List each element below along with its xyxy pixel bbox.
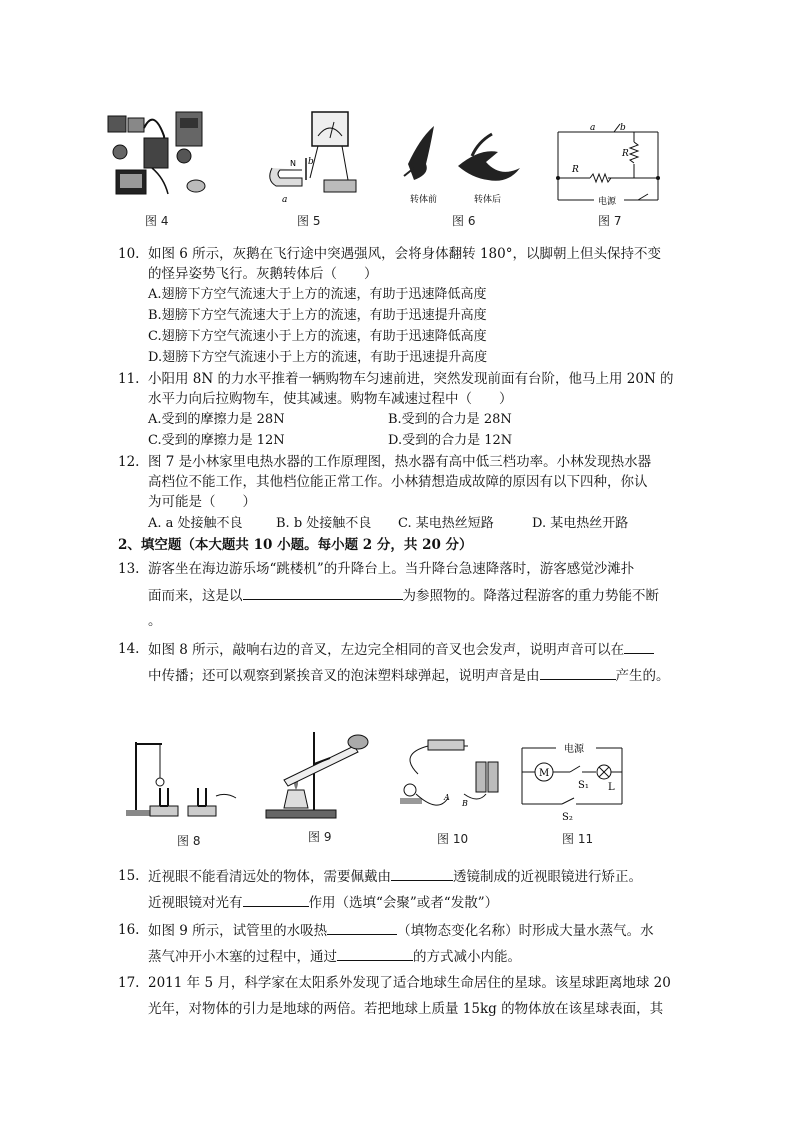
q14-stem-line1 (148, 639, 654, 660)
figure-11-caption: 图 11 (562, 832, 594, 846)
q14-blank-1[interactable] (624, 639, 654, 654)
q11-option-b: B.受到的合力是 28N (388, 412, 512, 427)
q11-option-c: C.受到的摩擦力是 12N (148, 433, 285, 448)
figure-5-galvanometer-setup (262, 108, 362, 208)
figure-11-motor-label: M (539, 768, 550, 779)
figure-6-caption: 图 6 (452, 214, 476, 228)
q11-option-a: A.受到的摩擦力是 28N (148, 412, 285, 427)
figure-6-label-before: 转体前 (410, 195, 438, 205)
q15-number: 15. (118, 868, 140, 884)
q13-stem-line2 (148, 585, 659, 606)
q15-stem-line1 (148, 866, 642, 887)
figure-7-heater-circuit (554, 120, 664, 212)
q13-text-b: 为参照物的。降落过程游客的重力势能不断 (402, 588, 659, 604)
q14-text-a: 如图 8 所示，敲响右边的音叉，左边完全相同的音叉也会发声，说明声音可以在 (148, 642, 625, 658)
q11-option-d: D.受到的合力是 12N (388, 433, 513, 448)
q13-stem-line3: 。 (148, 613, 162, 629)
q11-stem-line2: 水平力向后拉购物车，使其减速。购物车减速过程中（ ） (148, 391, 513, 407)
q12-option-a: A. a 处接触不良 (148, 516, 243, 531)
q10-option-a: A.翅膀下方空气流速大于上方的流速，有助于迅速降低高度 (148, 287, 487, 302)
section-2-heading: 2、填空题（本大题共 10 小题。每小题 2 分，共 20 分） (118, 537, 473, 553)
q14-text-b: 中传播；还可以观察到紧挨音叉的泡沫塑料球弹起，说明声音是由 (148, 668, 540, 684)
figure-4-appliances (104, 108, 214, 200)
figure-6-geese (400, 118, 530, 210)
q16-blank-1[interactable] (327, 920, 397, 935)
q12-option-d: D. 某电热丝开路 (532, 516, 629, 531)
figure-10-label-a: A (444, 793, 450, 802)
figure-4-caption: 图 4 (145, 214, 169, 228)
q17-stem-line1: 2011 年 5 月，科学家在太阳系外发现了适合地球生命居住的星球。该星球距离地球 20 (148, 975, 671, 991)
figure-7-caption: 图 7 (598, 214, 622, 228)
q10-stem-line1: 如图 6 所示，灰鹅在飞行途中突遇强风，会将身体翻转 180°，以脚朝上但头保持不变 (148, 246, 661, 262)
figure-10-circuit (388, 734, 508, 822)
figure-11-l-label: L (608, 782, 615, 793)
q17-stem-line2: 光年，对物体的引力是地球的两倍。若把地球上质量 15kg 的物体放在该星球表面，其 (148, 1001, 664, 1017)
q15-stem-line2 (148, 892, 498, 913)
q16-blank-2[interactable] (337, 946, 413, 961)
q16-stem-line1 (148, 920, 654, 941)
svg-text:a: a (282, 195, 288, 205)
q15-text-d: 作用（选填“会聚”或者“发散”） (308, 895, 499, 911)
q10-option-d: D.翅膀下方空气流速小于上方的流速，有助于迅速提升高度 (148, 350, 488, 365)
q17-number: 17. (118, 975, 140, 991)
figure-11-power-label: 电源 (564, 744, 584, 755)
q15-blank-1[interactable] (391, 866, 453, 881)
figure-8-tuning-forks (120, 732, 244, 828)
q16-number: 16. (118, 922, 140, 938)
q14-blank-2[interactable] (540, 665, 616, 680)
q12-option-b: B. b 处接触不良 (276, 516, 372, 531)
q15-blank-2[interactable] (243, 892, 309, 907)
figure-11-s2-label: S₂ (562, 812, 573, 823)
q16-text-a: 如图 9 所示，试管里的水吸热 (148, 923, 328, 939)
figure-10-caption: 图 10 (437, 832, 469, 846)
q14-number: 14. (118, 641, 140, 657)
q10-stem-line2: 的怪异姿势飞行。灰鹅转体后（ ） (148, 266, 378, 282)
q15-text-b: 透镜制成的近视眼镜进行矫正。 (453, 869, 642, 885)
figure-10-label-b: B (462, 799, 468, 808)
figure-6-label-after: 转体后 (474, 195, 502, 205)
svg-text:b: b (308, 157, 314, 167)
figure-11-s1-label: S₁ (578, 780, 589, 791)
q13-blank-1[interactable] (243, 585, 403, 600)
svg-text:N: N (290, 159, 296, 168)
q16-text-d: 的方式减小内能。 (413, 949, 521, 965)
q13-number: 13. (118, 561, 140, 577)
q11-number: 11. (118, 371, 140, 387)
q12-stem-line3: 为可能是（ ） (148, 494, 256, 510)
q12-option-c: C. 某电热丝短路 (398, 516, 494, 531)
figure-5-caption: 图 5 (297, 214, 321, 228)
q16-stem-line2 (148, 946, 521, 967)
q14-stem-line2 (148, 665, 670, 686)
q11-stem-line1: 小阳用 8N 的力水平推着一辆购物车匀速前进，突然发现前面有台阶，他马上用 20N 的 (148, 371, 674, 387)
figure-11-circuit (516, 738, 628, 824)
svg-text:a: a (590, 123, 596, 133)
q13-text-a: 面而来，这是以 (148, 588, 243, 604)
q15-text-a: 近视眼不能看清远处的物体，需要佩戴由 (148, 869, 391, 885)
q12-number: 12. (118, 454, 140, 470)
q16-text-c: 蒸气冲开小木塞的过程中，通过 (148, 949, 337, 965)
figure-8-caption: 图 8 (177, 834, 201, 848)
q10-option-c: C.翅膀下方空气流速小于上方的流速，有助于迅速降低高度 (148, 329, 487, 344)
svg-text:R: R (622, 149, 629, 159)
q10-number: 10. (118, 246, 140, 262)
q12-stem-line1: 图 7 是小林家里电热水器的工作原理图，热水器有高中低三档功率。小林发现热水器 (148, 454, 652, 470)
svg-text:R: R (572, 165, 579, 175)
q14-text-c: 产生的。 (615, 668, 670, 684)
q15-text-c: 近视眼镜对光有 (148, 895, 243, 911)
q16-text-b: （填物态变化名称）时形成大量水蒸气。水 (397, 923, 654, 939)
figure-7-power-label: 电源 (598, 197, 617, 207)
svg-text:b: b (620, 123, 626, 133)
figure-9-test-tube (254, 728, 374, 826)
q13-stem-line1: 游客坐在海边游乐场“跳楼机”的升降台上。当升降台急速降落时，游客感觉沙滩扑 (148, 561, 635, 577)
figure-9-caption: 图 9 (308, 830, 332, 844)
q12-stem-line2: 高档位不能工作，其他档位能正常工作。小林猜想造成故障的原因有以下四种，你认 (148, 474, 648, 490)
q10-option-b: B.翅膀下方空气流速大于上方的流速，有助于迅速提升高度 (148, 308, 487, 323)
